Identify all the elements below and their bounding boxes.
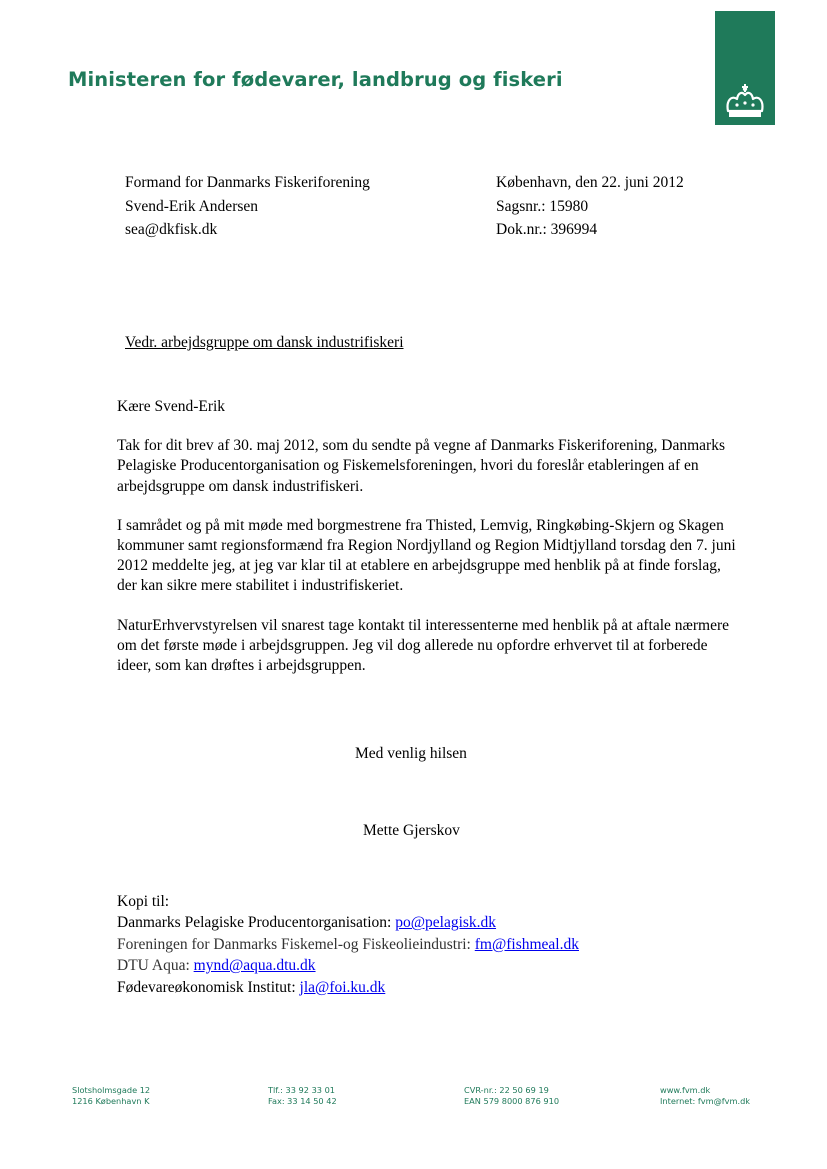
- case-number: Sagsnr.: 15980: [496, 197, 589, 215]
- cc-org: DTU Aqua:: [117, 957, 194, 975]
- footer-line: Internet: fvm@fvm.dk: [660, 1095, 751, 1106]
- cc-email-link[interactable]: po@pelagisk.dk: [395, 914, 497, 932]
- footer-line: Tlf.: 33 92 33 01: [268, 1085, 336, 1095]
- cc-org: Fødevareøkonomisk Institut:: [117, 978, 300, 996]
- footer-phone: [268, 1085, 337, 1106]
- crown-icon: [723, 83, 767, 121]
- cc-entry: [117, 955, 579, 976]
- footer-line: www.fvm.dk: [660, 1085, 711, 1095]
- recipient-line: Svend-Erik Andersen: [125, 197, 259, 215]
- recipient-line: Formand for Danmarks Fiskeriforening: [125, 174, 370, 191]
- body-paragraph: Tak for dit brev af 30. maj 2012, som du sendte på vegne af Danmarks Fiskeriforening, Danmarks Pelagiske Producentorganisation og Fiskemelsforeningen, hvori du foreslår etableringen af en arbejdsgruppe om dansk industrifiskeri.: [117, 437, 725, 495]
- subject-line: Vedr. arbejdsgruppe om dansk industrifiskeri: [125, 334, 404, 351]
- footer-line: Slotsholmsgade 12: [72, 1085, 151, 1095]
- cc-block: [117, 891, 579, 998]
- ministry-title: Ministeren for fødevarer, landbrug og fiskeri: [68, 68, 563, 91]
- cc-org: Danmarks Pelagiske Producentorganisation:: [117, 914, 396, 932]
- footer-line: EAN 579 8000 876 910: [464, 1095, 560, 1106]
- recipient-line: sea@dkfisk.dk: [125, 221, 218, 238]
- footer-address: [72, 1085, 150, 1106]
- footer-line: Fax: 33 14 50 42: [268, 1095, 337, 1106]
- recipient-block: [125, 171, 370, 242]
- cc-email-link[interactable]: fm@fishmeal.dk: [474, 935, 579, 953]
- body-paragraph: I samrådet og på mit møde med borgmestrene fra Thisted, Lemvig, Ringkøbing-Skjern og Skagen kommuner samt regionsformænd fra Region Nordjylland og Region Midtjylland torsdag den 7. juni 2012 meddelte jeg, at jeg var klar til at etablere en arbejdsgruppe med henblik på at finde forslag, der kan sikre mere stabilitet i industrifiskeriet.: [117, 516, 736, 595]
- crown-logo-box: [715, 11, 775, 125]
- date-line: København, den 22. juni 2012: [496, 174, 684, 191]
- footer-web: [660, 1085, 750, 1106]
- greeting: Kære Svend-Erik: [117, 398, 226, 415]
- footer-line: 1216 København K: [72, 1095, 150, 1106]
- cc-entry: [117, 934, 579, 955]
- cc-email-link[interactable]: mynd@aqua.dtu.dk: [193, 957, 316, 975]
- cc-entry: [117, 977, 579, 998]
- document-number: Dok.nr.: 396994: [496, 221, 598, 238]
- closing: Med venlig hilsen: [355, 745, 467, 762]
- body-paragraph: NaturErhvervstyrelsen vil snarest tage kontakt til interessenterne med henblik på at aftale nærmere om det første møde i arbejdsgruppen. Jeg vil dog allerede nu opfordre erhvervet til at forberede ideer, som kan drøftes i arbejdsgruppen.: [117, 616, 730, 675]
- footer-ids: [464, 1085, 559, 1106]
- signature: Mette Gjerskov: [363, 822, 460, 839]
- letter-meta-block: [496, 171, 684, 242]
- cc-label: Kopi til:: [117, 893, 170, 910]
- footer-line: CVR-nr.: 22 50 69 19: [464, 1085, 549, 1095]
- cc-entry: [117, 912, 579, 933]
- cc-email-link[interactable]: jla@foi.ku.dk: [299, 978, 386, 996]
- letter-body: [117, 397, 737, 695]
- cc-org: Foreningen for Danmarks Fiskemel-og Fiskeolieindustri:: [117, 935, 475, 953]
